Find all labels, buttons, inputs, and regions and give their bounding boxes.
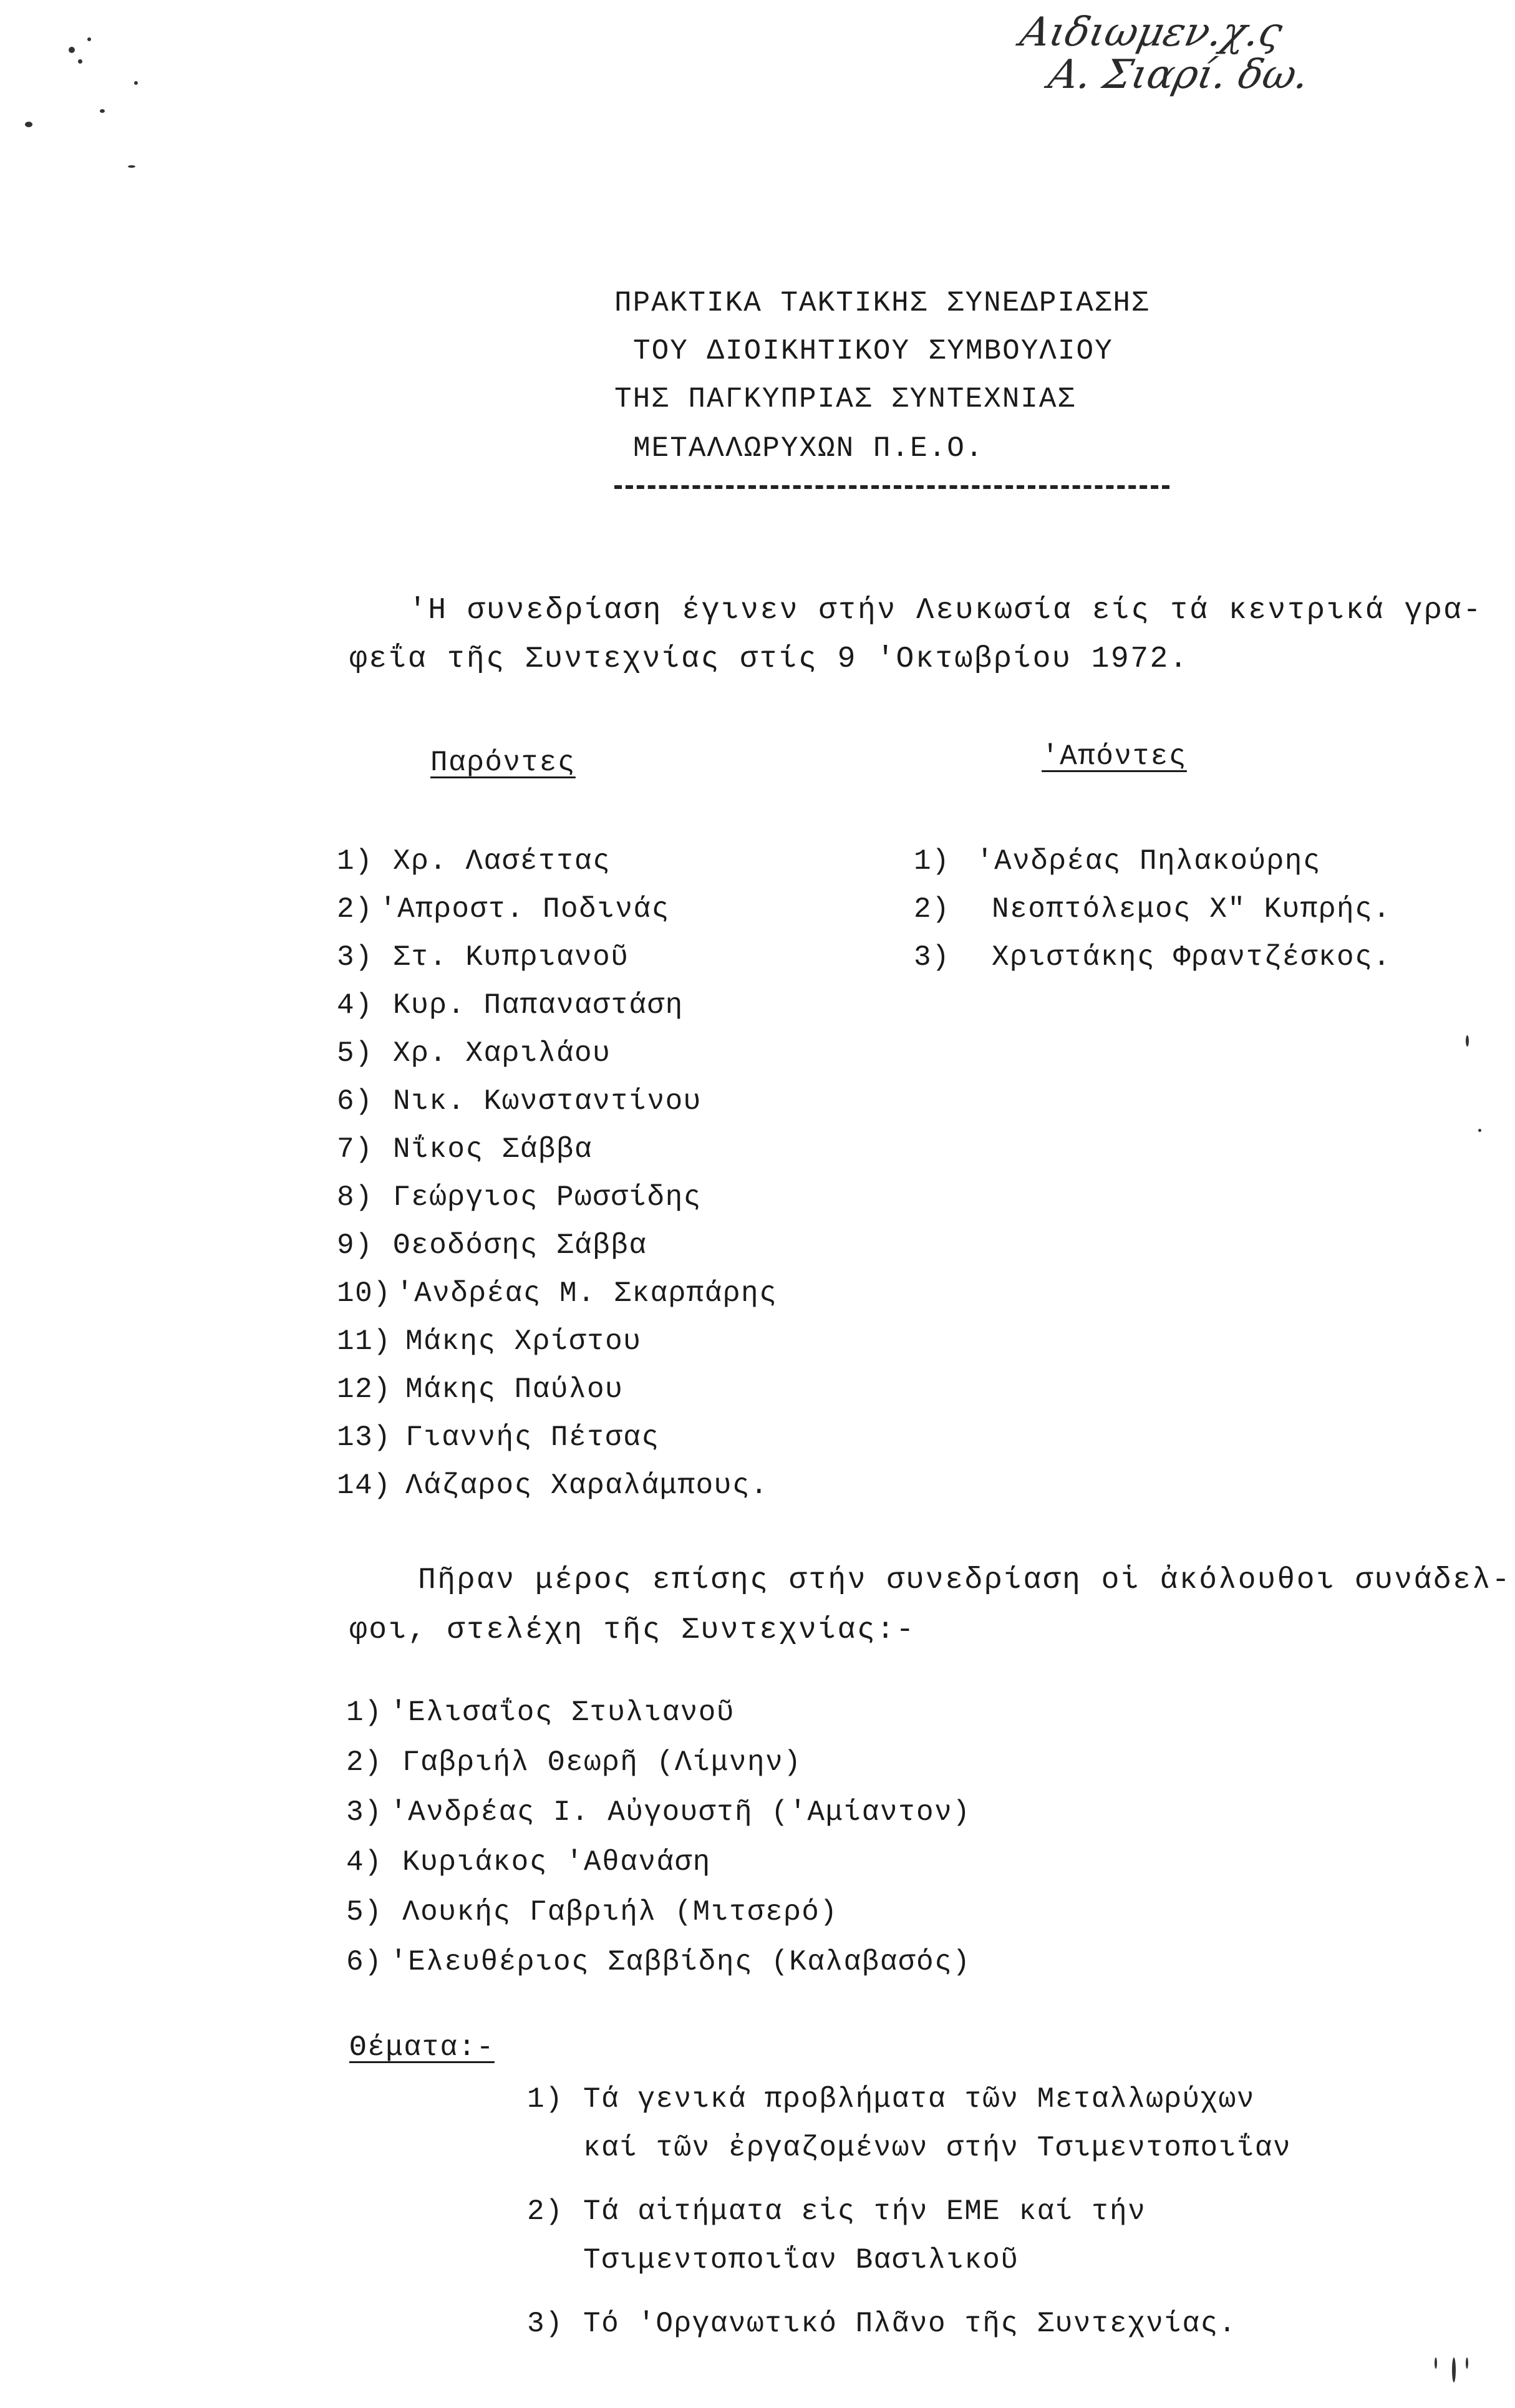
item-number: 1) — [346, 1696, 383, 1729]
item-number: 6) — [346, 1946, 383, 1978]
list-item — [337, 1469, 777, 1517]
list-item — [337, 1133, 777, 1181]
list-item — [337, 1037, 777, 1085]
item-number: 12) — [337, 1373, 392, 1406]
title-line-1: ΠΡΑΚΤΙΚΑ ΤΑΚΤΙΚΗΣ ΣΥΝΕΔΡΙΑΣΗΣ — [614, 287, 1150, 319]
item-number: 2) — [346, 1746, 383, 1779]
list-item — [346, 1746, 970, 1796]
item-number: 5) — [337, 1037, 374, 1070]
list-item — [914, 845, 1391, 893]
item-name: Κυρ. Παπαναστάση — [393, 989, 684, 1022]
title-line-4: ΜΕΤΑΛΛΩΡΥΧΩΝ Π.Ε.Ο. — [633, 432, 984, 465]
item-number: 7) — [337, 1133, 374, 1166]
list-item — [337, 845, 777, 893]
item-number: 2) — [914, 893, 951, 926]
list-item — [337, 1325, 777, 1373]
item-name: Λουκής Γαβριήλ (Μιτσερό) — [402, 1896, 838, 1928]
list-item — [337, 1277, 777, 1325]
handwritten-annotation — [1008, 9, 1322, 98]
list-item — [337, 1373, 777, 1421]
list-item — [914, 941, 1391, 989]
title-line-3: ΤΗΣ ΠΑΓΚΥΠΡΙΑΣ ΣΥΝΤΕΧΝΙΑΣ — [614, 383, 1077, 415]
list-item — [337, 1421, 777, 1469]
handwritten-line-2: Α. Σιαρί. δω. — [1044, 52, 1314, 98]
item-number: 10) — [337, 1277, 392, 1310]
topic-number: 3) — [527, 2308, 564, 2340]
item-name: Χριστάκης Φραντζέσκος. — [992, 941, 1392, 974]
item-number: 3) — [346, 1796, 383, 1829]
item-number: 9) — [337, 1229, 374, 1262]
topics-heading: Θέματα:- — [349, 2031, 495, 2064]
item-name: 'Ανδρέας Ι. Αὐγουστῆ ('Αμίαντον) — [390, 1796, 971, 1829]
item-name: Νεοπτόλεμος Χ" Κυπρής. — [992, 893, 1392, 926]
item-name: 'Ελευθέριος Σαββίδης (Καλαβασός) — [390, 1946, 971, 1978]
title-line-2: ΤΟΥ ΔΙΟΙΚΗΤΙΚΟΥ ΣΥΜΒΟΥΛΙΟΥ — [633, 335, 1113, 367]
item-number: 8) — [337, 1181, 374, 1214]
item-name: Γαβριήλ Θεωρῆ (Λίμνην) — [402, 1746, 802, 1779]
item-name: Νικ. Κωνσταντίνου — [393, 1085, 702, 1118]
topic-number: 2) — [527, 2195, 564, 2228]
item-name: Νΐκος Σάββα — [393, 1133, 593, 1166]
item-name: Λάζαρος Χαραλάμπους. — [405, 1469, 769, 1502]
topic-line-2: Τσιμεντοποιΐαν Βασιλικοῦ — [583, 2244, 1019, 2276]
list-item — [346, 1796, 970, 1846]
item-name: Χρ. Χαριλάου — [393, 1037, 611, 1070]
item-name: Μάκης Παύλου — [405, 1373, 624, 1406]
item-number: 3) — [914, 941, 951, 974]
list-item — [346, 1896, 970, 1946]
item-number: 14) — [337, 1469, 392, 1502]
intro-line-1: 'Η συνεδρίαση έγινεν στήν Λευκωσία είς τά κεντρικά γρα- — [409, 594, 1483, 627]
handwritten-line-1: Αιδιωμεν.χ.ς — [1016, 9, 1287, 56]
topic-line-1: Τά γενικά προβλήματα τῶν Μεταλλωρύχων — [583, 2083, 1255, 2115]
item-number: 4) — [337, 989, 374, 1022]
item-name: Στ. Κυπριανοῦ — [393, 941, 629, 974]
participants-list — [346, 1696, 970, 1996]
participants-intro-line-1: Πῆραν μέρος επίσης στήν συνεδρίαση οἱ ἀκόλουθοι συνάδελ- — [418, 1564, 1512, 1597]
item-name: 'Ελισαΐος Στυλιανοῦ — [390, 1696, 735, 1729]
topic-number: 1) — [527, 2083, 564, 2115]
item-number: 1) — [914, 845, 951, 878]
present-list — [337, 845, 777, 1517]
item-name: Χρ. Λασέττας — [393, 845, 611, 878]
topic-line-1: Τό 'Οργανωτικό Πλᾶνο τῆς Συντεχνίας. — [583, 2308, 1237, 2340]
item-name: 'Ανδρέας Μ. Σκαρπάρης — [396, 1277, 778, 1310]
item-name: Θεοδόσης Σάββα — [393, 1229, 647, 1262]
title-underline — [614, 485, 1169, 489]
item-number: 6) — [337, 1085, 374, 1118]
list-item — [346, 1846, 970, 1896]
absent-heading: 'Απόντες — [1042, 740, 1187, 773]
item-number: 11) — [337, 1325, 392, 1358]
list-item — [346, 1946, 970, 1996]
topic-line-2: καί τῶν ἐργαζομένων στήν Τσιμεντοποιΐαν — [583, 2132, 1292, 2164]
present-heading: Παρόντες — [430, 747, 576, 779]
item-name: Γιαννής Πέτσας — [405, 1421, 660, 1454]
topic-line-1: Τά αἰτήματα εἰς τήν ΕΜΕ καί τήν — [583, 2195, 1146, 2228]
list-item — [337, 1229, 777, 1277]
item-name: 'Ανδρέας Πηλακούρης — [976, 845, 1321, 878]
list-item — [337, 893, 777, 941]
item-number: 4) — [346, 1846, 383, 1879]
list-item — [346, 1696, 970, 1746]
item-number: 5) — [346, 1896, 383, 1928]
list-item — [337, 1181, 777, 1229]
list-item — [337, 989, 777, 1037]
participants-intro-line-2: φοι, στελέχη τῆς Συντεχνίας:- — [349, 1613, 916, 1647]
intro-line-2: φεΐα τῆς Συντεχνίας στίς 9 'Οκτωβρίου 1972. — [349, 642, 1189, 676]
item-number: 13) — [337, 1421, 392, 1454]
item-number: 2) — [337, 893, 374, 926]
item-name: Γεώργιος Ρωσσίδης — [393, 1181, 702, 1214]
list-item — [337, 941, 777, 989]
absent-list — [914, 845, 1391, 989]
item-number: 1) — [337, 845, 374, 878]
item-name: 'Απροστ. Ποδινάς — [379, 893, 670, 926]
item-number: 3) — [337, 941, 374, 974]
item-name: Μάκης Χρίστου — [405, 1325, 642, 1358]
item-name: Κυριάκος 'Αθανάση — [402, 1846, 711, 1879]
list-item — [914, 893, 1391, 941]
list-item — [337, 1085, 777, 1133]
